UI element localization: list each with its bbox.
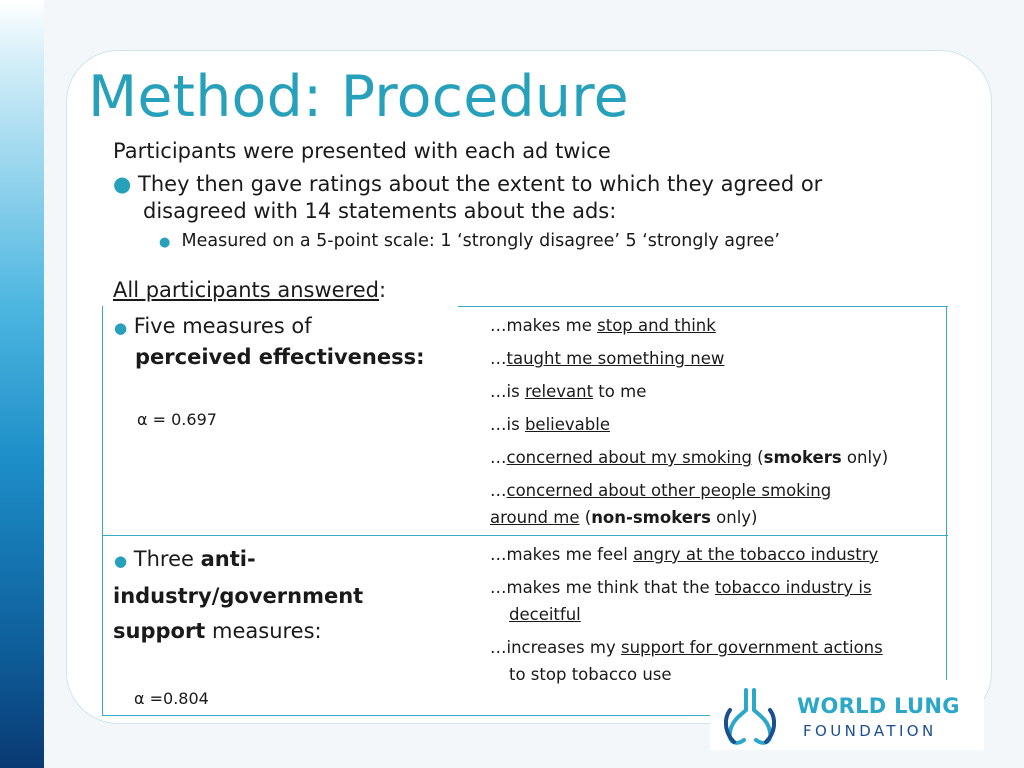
answered-link: All participants answered bbox=[113, 278, 379, 302]
list-item: …is relevant to me bbox=[490, 382, 647, 401]
lungs-icon bbox=[710, 680, 790, 750]
table-row-divider bbox=[102, 535, 948, 536]
logo-line1: WORLD LUNG bbox=[797, 694, 960, 718]
bullet1-line2: disagreed with 14 statements about the ads: bbox=[143, 199, 617, 223]
bullet2-text: Measured on a 5-point scale: 1 ‘strongly disagree’ 5 ‘strongly agree’ bbox=[181, 231, 780, 251]
bullet-dot-icon: ● bbox=[114, 319, 128, 337]
table-top-border bbox=[458, 306, 948, 307]
list-item: …makes me feel angry at the tobacco industry bbox=[490, 545, 879, 564]
row1-prefix: Five measures of bbox=[133, 314, 312, 338]
bullet-dot-icon: ● bbox=[114, 552, 128, 570]
list-item: …concerned about my smoking (smokers only) bbox=[490, 448, 889, 467]
world-lung-foundation-logo bbox=[710, 680, 984, 750]
list-item: …makes me stop and think bbox=[490, 316, 716, 335]
logo-line2: FOUNDATION bbox=[803, 722, 937, 740]
slide-title: Method: Procedure bbox=[88, 64, 629, 130]
bullet-dot-icon: ● bbox=[159, 235, 171, 250]
bullet-level2 bbox=[159, 231, 780, 251]
row2-heading: ● Three anti- bbox=[114, 547, 256, 571]
list-item: …is believable bbox=[490, 415, 610, 434]
bullet1-line1: They then gave ratings about the extent to which they agreed or bbox=[138, 172, 823, 196]
list-item-cont: to stop tobacco use bbox=[509, 665, 672, 684]
row1-alpha: α = 0.697 bbox=[137, 410, 217, 429]
list-item-cont: deceitful bbox=[509, 605, 581, 624]
row1-heading bbox=[114, 314, 312, 338]
list-item: …increases my support for government actions bbox=[490, 638, 883, 657]
answered-colon: : bbox=[379, 278, 387, 302]
list-item: …makes me think that the tobacco industry is bbox=[490, 578, 872, 597]
bullet-level1 bbox=[113, 172, 822, 196]
intro-text: Participants were presented with each ad twice bbox=[113, 139, 611, 163]
row2-alpha: α =0.804 bbox=[134, 689, 209, 708]
list-item: …taught me something new bbox=[490, 349, 725, 368]
bullet-dot-icon: ● bbox=[113, 172, 132, 196]
answered-label bbox=[113, 278, 386, 302]
row2-bold2: industry/government bbox=[113, 584, 364, 608]
list-item-cont: around me (non-smokers only) bbox=[490, 508, 758, 527]
row2-bold3: support measures: bbox=[113, 619, 322, 643]
list-item: …concerned about other people smoking bbox=[490, 481, 832, 500]
left-gradient-bar bbox=[0, 0, 44, 768]
row1-bold: perceived effectiveness: bbox=[135, 345, 425, 369]
